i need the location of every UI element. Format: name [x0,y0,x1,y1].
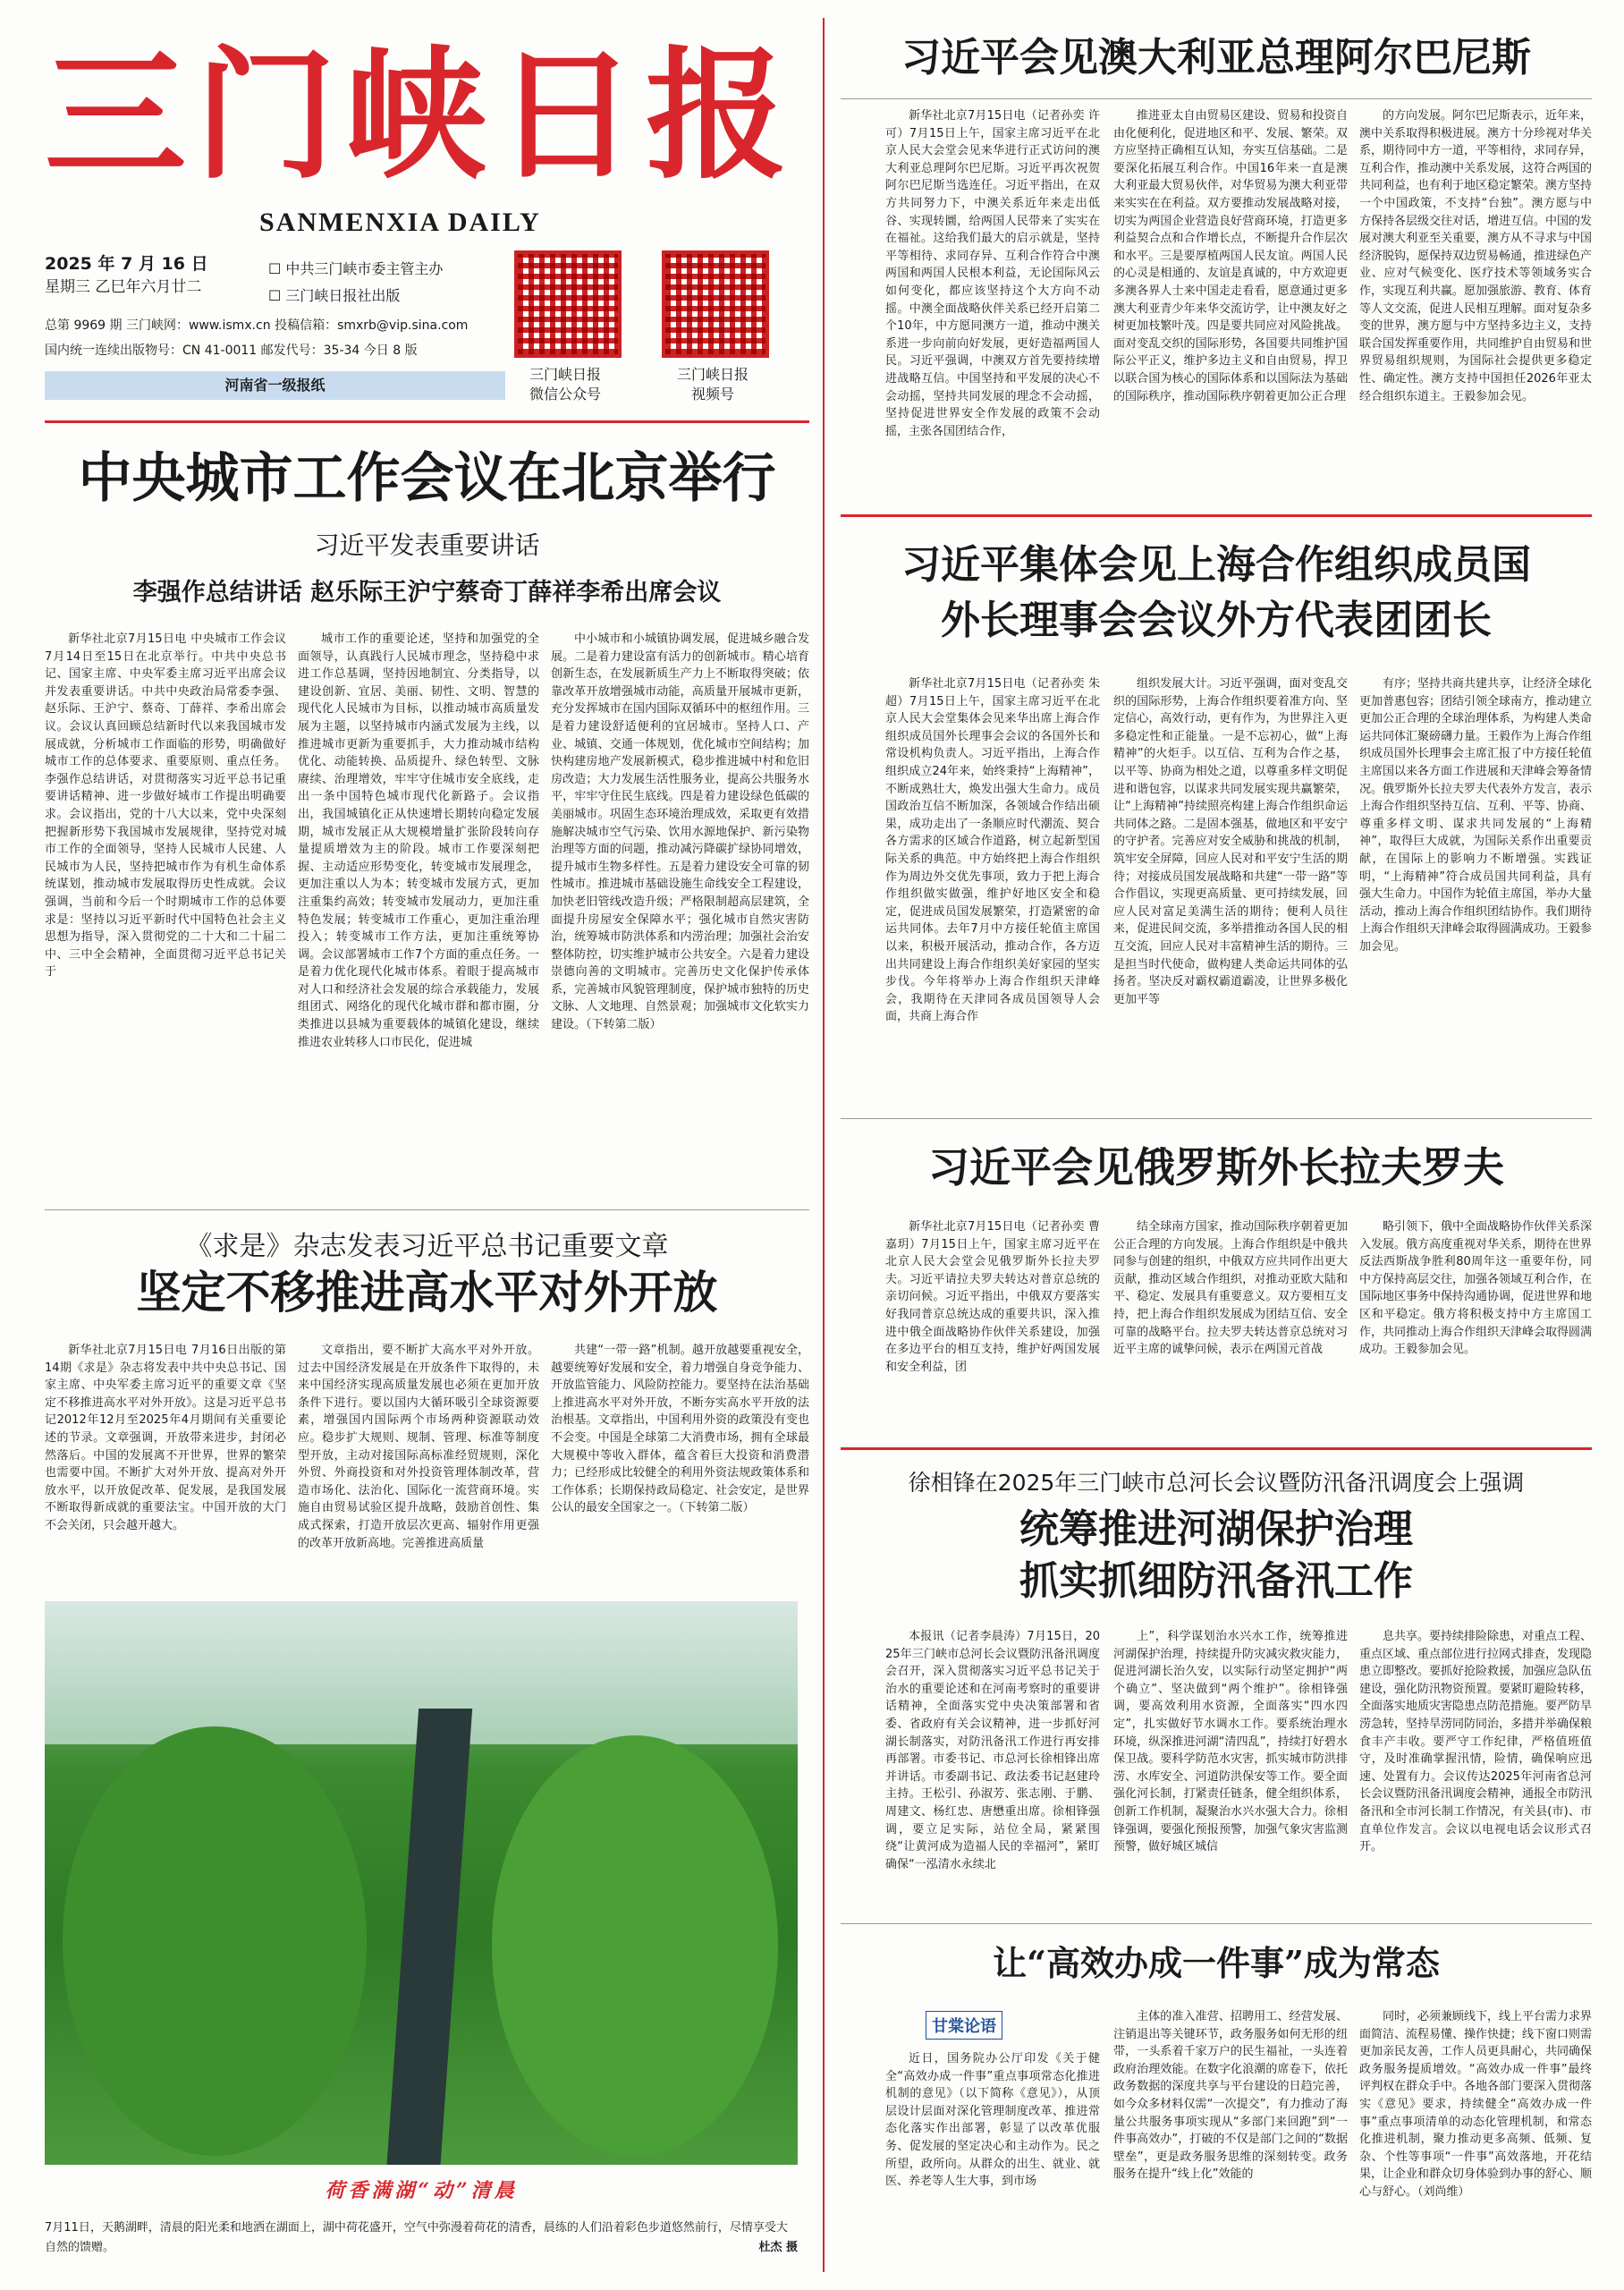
video-qr-caption [650,365,775,404]
albanese-column-1 [885,107,1100,483]
commentary-headline[interactable]: 让“高效办成一件事”成为常态 [993,1943,1440,1983]
issue-date: 2025 年 7 月 16 日 [45,254,208,274]
video-qr-code[interactable] [662,250,769,358]
wechat-qr-caption [503,365,628,404]
flood-col1-text: 本报讯（记者李晨涛）7月15日，2025年三门峡市总河长会议暨防汛备汛调度会召开，深入贯彻落实习近平总书记关于治水的重要论述和在河南考察时的重要讲话精神，全面落实党中央决策部署和省委、省政府有关会议精神，进一步抓好河湖长制落实，对防汛备汛工作进行再安排再部署。市委书记、市总河长徐相锋出席并讲话。市委副书记、政法委书记赵建玲主持。王松引、孙淑芳、张志刚、于鹏、周建文、杨红忠、唐懋重出席。徐相锋强调，要立足实际，站位全局，紧紧围绕“让黄河成为造福人民的幸福河”，紧盯确保“一泓清水永续北 [885,1630,1100,1871]
level-badge: 河南省一级报纸 [45,371,505,400]
lavrov-col3-text: 略引领下，俄中全面战略协作伙伴关系深入发展。俄方高度重视对华关系，期待在世界反法西斯战争胜利80周年这一重要年份，同中方保持高层交往，加强各领域互利合作，在国际地区事务中保持沟通协调，促进世界和地区和平稳定。俄方将积极支持中方主席国工作，共同推动上海合作组织天津峰会取得圆满成功。王毅参加会见。 [1359,1220,1592,1357]
albanese-column-3 [1359,107,1592,483]
lead-subheadline-2: 李强作总结讲话 赵乐际王沪宁蔡奇丁薛祥李希出席会议 [132,579,722,606]
qr1-caption-line2: 微信公众号 [529,386,601,403]
commentary-top-rule [841,1923,1592,1924]
flood-column-1 [885,1628,1100,1896]
lead-column-1 [45,631,286,1203]
masthead-english-title: SANMENXIA DAILY [259,208,541,237]
section-divider [45,1209,809,1210]
photo-caption-text: 7月11日，天鹅湖畔，清晨的阳光柔和地洒在湖面上，湖中荷花盛开，空气中弥漫着荷花的清香，晨练的人们沿着彩色步道悠然前行，尽情享受大自然的馈赠。 [45,2221,788,2254]
sco-column-2 [1113,675,1348,1105]
albanese-rule [841,98,1592,99]
masthead-sponsor-block [268,256,443,310]
lead-column-2 [298,631,539,1203]
commentary-col3-text: 同时，必须兼顾线下，线上平台需力求界面简洁、流程易懂、操作快捷；线下窗口则需更加亲民友善，工作人员更具耐心，共同确保政务服务提质增效。“高效办成一件事”最终评判权在群众手中。各地各部门要深入贯彻落实《意见》要求，持续健全“高效办成一件事”重点事项清单的动态化管理机制，和常态化推进机制，聚力推动更多高频、低频、复杂、个性等事项“一件事”高效落地，开花结果，让企业和群众切身体验到办事的舒心、顺心与舒心。（刘尚维） [1359,2010,1592,2199]
qiushi-col2-text: 文章指出，要不断扩大高水平对外开放。过去中国经济发展是在开放条件下取得的，未来中国经济实现高质量发展也必须在更加开放条件下进行。要以国内大循环吸引全球资源要素，增强国内国际两个市场两种资源联动效应。稳步扩大规则、规制、管理、标准等制度型开放，主动对接国际高标准经贸规则，深化外贸、外商投资和对外投资管理体制改革，营造市场化、法治化、国际化一流营商环境。实施自由贸易试验区提升战略，鼓励首创性、集成式探索，打造开放层次更高、辐射作用更强的改革开放新高地。完善推进高质量 [298,1344,539,1550]
publisher-line: ☐ 三门峡日报社出版 [268,287,401,304]
qiushi-column-3 [551,1342,809,1588]
lead-top-rule [45,420,809,423]
sco-col1-text: 新华社北京7月15日电（记者孙奕 朱超）7月15日上午，国家主席习近平在北京人民大会堂集体会见来华出席上海合作组织成员国外长理事会会议的各国外长和常设机构负责人。习近平指出，上海合作组织成立24年来，始终秉持“上海精神”，不断成熟壮大，焕发出强大生命力。成员国政治互信不断加深，各领域合作结出硕果，成功走出了一条顺应时代潮流、契合各方需求的区域合作道路，树立起新型国际关系的典范。中方始终把上海合作组织作为周边外交优先事项，致力于把上海合作组织做实做强，维护好地区安全和稳定，促进成员国发展繁荣，打造紧密的命运共同体。去年7月中方接任轮值主席国以来，积极开展活动，推动合作，各方迈出共同建设上海合作组织美好家园的坚实步伐。今年将举办上海合作组织天津峰会，我期待在天津同各成员国领导人会面，共商上海合作 [885,677,1100,1024]
qr2-caption-line2: 视频号 [690,386,734,403]
commentary-column-badge [926,2011,1002,2040]
lead-col2-text: 城市工作的重要论述，坚持和加强党的全面领导，认真践行人民城市理念，坚持稳中求进工作总基调，坚持因地制宜、分类指导，以建设创新、宜居、美丽、韧性、文明、智慧的现代化人民城市为目标，以推动城市高质量发展为主题，以坚持城市内涵式发展为主线，以推进城市更新为重要抓手，大力推动城市结构优化、动能转换、品质提升、绿色转型、文脉赓续、治理增效，牢牢守住城市安全底线，走出一条中国特色城市现代化新路子。会议指出，我国城镇化正从快速增长期转向稳定发展期，城市发展正从大规模增量扩张阶段转向存量提质增效为主的阶段。城市工作要深刻把握、主动适应形势变化，转变城市发展理念，更加注重以人为本；转变城市发展方式，更加注重集约高效；转变城市发展动力，更加注重特色发展；转变城市工作重心，更加注重治理投入；转变城市工作方法，更加注重统筹协调。会议部署城市工作7个方面的重点任务。一是着力优化现代化城市体系。着眼于提高城市对人口和经济社会发展的综合承载能力，发展组团式、网络化的现代化城市群和都市圈，分类推进以县城为重要载体的城镇化建设，继续推进农业转移人口市民化，促进城 [298,632,539,1049]
photo-tree-right [492,1735,778,2156]
wechat-qr-code[interactable] [514,250,622,358]
flood-col2-text: 上”，科学谋划治水兴水工作，统筹推进河湖保护治理，持续提升防灾减灾救灾能力，促进河湖长治久安，以实际行动坚定拥护“两个确立”、坚决做到“两个维护”。徐相锋强调，要高效利用水资源，全面落实“四水四定”，扎实做好节水调水工作。要系统治理水环境，纵深推进河湖“清四乱”，持续打好碧水保卫战。要科学防范水灾害，抓实城市防洪排涝、水库安全、河道防洪保安等工作。要全面强化河长制，打紧责任链条，健全组织体系，创新工作机制，凝聚治水兴水强大合力。徐相锋强调，要强化预报预警，加强气象灾害监测预警，做好城区城信 [1113,1630,1348,1854]
lotus-lake-photo [45,1601,798,2165]
lead-column-3 [551,631,809,1203]
albanese-col3-text: 的方向发展。阿尔巴尼斯表示，近年来，澳中关系取得积极进展。澳方十分珍视对华关系，期待同中方一道，平等相待，求同存异，互利合作，推动澳中关系发展，这符合两国的共同利益，也有利于地区稳定繁荣。澳方坚持一个中国政策，不支持“台独”。澳方愿与中方保持各层级交往对话，增进互信。中国的发展对澳大利亚至关重要，澳方从不寻求与中国经济脱钩，愿保持双边贸易畅通，推进绿色产业、应对气候变化、医疗技术等领域务实合作，实现互利共赢。愿加强旅游、教育、体育等人文交流，促进人民相互理解。面对复杂多变的世界，澳方愿与中方坚持多边主义，支持联合国发挥重要作用，共同维护自由贸易和世界贸易组织规则，为国际社会提供更多稳定性、确定性。澳方支持中国担任2026年亚太经合组织东道主。王毅参加会见。 [1359,109,1592,403]
lead-col3-text: 中小城市和小城镇协调发展，促进城乡融合发展。二是着力建设富有活力的创新城市。精心培育创新生态，在发展新质生产力上不断取得突破；依靠改革开放增强城市动能，高质量开展城市更新，充分发挥城市在国内国际双循环中的枢纽作用。三是着力建设舒适便利的宜居城市。坚持人口、产业、城镇、交通一体规划，优化城市空间结构；加快构建房地产发展新模式，稳步推进城中村和危旧房改造；大力发展生活性服务业，提高公共服务水平，牢牢守住民生底线。四是着力建设绿色低碳的美丽城市。巩固生态环境治理成效，采取更有效措施解决城市空气污染、饮用水源地保护、新污染物治理等方面的问题，推动减污降碳扩绿协同增效，提升城市生物多样性。五是着力建设安全可靠的韧性城市。推进城市基础设施生命线安全工程建设，加快老旧管线改造升级；严格限制超高层建筑，全面提升房屋安全保障水平；强化城市自然灾害防治，统筹城市防洪体系和内涝治理；加强社会治安整体防控，切实维护城市公共安全。六是着力建设崇德向善的文明城市。完善历史文化保护传承体系，完善城市风貌管理制度，保护城市独特的历史文脉、人文地理、自然景观；加强城市文化软实力建设。（下转第二版） [551,632,809,1032]
commentary-column-2 [1113,2008,1348,2274]
column-divider [823,18,825,2272]
lead-col1-text: 新华社北京7月15日电 中央城市工作会议7月14日至15日在北京举行。中共中央总书记、国家主席、中央军委主席习近平出席会议并发表重要讲话。中共中央政治局常委李强、赵乐际、王沪宁、蔡奇、丁薛祥、李希出席会议。会议认真回顾总结新时代以来我国城市发展成就，分析城市工作面临的形势，明确做好城市工作的总体要求、重要原则、重点任务。李强作总结讲话，对贯彻落实习近平总书记重要讲话精神、进一步做好城市工作提出明确要求。会议指出，党的十八大以来，党中央深刻把握新形势下我国城市发展规律，坚持党对城市工作的全面领导，坚持人民城市人民建、人民城市为人民，坚持把城市作为有机生命体系统谋划，推动城市发展取得历史性成就。会议强调，当前和今后一个时期城市工作的总体要求是：坚持以习近平新时代中国特色社会主义思想为指导，深入贯彻党的二十大和二十届二中、三中全会精神，全面贯彻习近平总书记关于 [45,632,286,980]
photo-title: 荷香满湖“动”清晨 [325,2179,518,2202]
sponsor-line: ☐ 中共三门峡市委主管主办 [268,260,444,277]
lead-subheadline-1: 习近平发表重要讲话 [314,530,540,560]
commentary-column-1 [885,2050,1100,2274]
sco-col2-text: 组织发展大计。习近平强调，面对变乱交织的国际形势，上海合作组织要着准方向、坚定信心，高效行动，更有作为，为世界注入更多稳定性和正能量。一是不忘初心，做“上海精神”的火炬手。以互信、互利为合作之基，以平等、协商为相处之道，以尊重多样文明促进和谐包容，以谋求共同发展实现共赢繁荣，让“上海精神”持续照亮构建上海合作组织命运共同体之路。二是固本强基，做地区和平安宁的守护者。完善应对安全威胁和挑战的机制，筑牢安全屏障，回应人民对和平安宁生活的期待；对接成员国发展战略和共建“一带一路”等合作倡议，实现更高质量、更可持续发展，回应人民对富足美满生活的期待；便利人员往来，促进民间交流，多举措推动各国人民的相互交流，回应人民对丰富精神生活的期待。三是担当时代使命，做构建人类命运共同体的弘扬者。坚决反对霸权霸道霸凌，让世界多极化更加平等 [1113,677,1348,1006]
lavrov-column-1 [885,1218,1100,1433]
commentary-badge-text: 甘棠论语 [926,2011,1002,2040]
lead-headline[interactable]: 中央城市工作会议在北京举行 [78,447,776,510]
masthead-logo: 三门峡日报 [45,33,796,199]
flood-kicker: 徐相锋在2025年三门峡市总河长会议暨防汛备汛调度会上强调 [908,1470,1525,1496]
albanese-col1-text: 新华社北京7月15日电（记者孙奕 许可）7月15日上午，国家主席习近平在北京人民大会堂会见来华进行正式访问的澳大利亚总理阿尔巴尼斯。习近平再次祝贺阿尔巴尼斯当选连任。习近平指出，在双方共同努力下，中澳关系近年来走出低谷、实现转圜，给两国人民带来了实实在在福祉。这给我们最大的启示就是，坚持平等相待、求同存异、互利合作符合中澳两国和两国人民根本利益，无论国际风云如何变化，都应该坚持这个大方向不动摇。中澳全面战略伙伴关系已经开启第二个10年，中方愿同澳方一道，推动中澳关系进一步向前向好发展，更好造福两国人民。习近平强调，中澳双方首先要持续增进战略互信。中国坚持和平发展的决心不会动摇，坚持共同发展的理念不会动摇，坚持促进世界安全作发展的政策不会动摇，主张各国团结合作， [885,109,1100,438]
masthead-issue-block [45,313,510,363]
qiushi-col3-text: 共建“一带一路”机制。越开放越要重视安全，越要统筹好发展和安全，着力增强自身竞争能力、开放监管能力、风险防控能力。要坚持在法治基础上推进高水平对外开放，不断夯实高水平开放的法治根基。文章指出，中国利用外资的政策没有变也不会变。中国是全球第二大消费市场，拥有全球最大规模中等收入群体，蕴含着巨大投资和消费潜力；已经形成比较健全的利用外资法规政策体系和工作体系；长期保持政局稳定、社会安定，是世界公认的最安全国家之一。（下转第二版） [551,1344,809,1515]
qiushi-kicker: 《求是》杂志发表习近平总书记重要文章 [185,1231,669,1262]
qiushi-headline[interactable]: 坚定不移推进高水平对外开放 [136,1266,718,1319]
commentary-column-3 [1359,2008,1592,2274]
lavrov-headline[interactable]: 习近平会见俄罗斯外长拉夫罗夫 [928,1143,1504,1192]
cn-code-line: 国内统一连续出版物号：CN 41-0011 邮发代号：35-34 今日 8 版 [45,344,418,358]
commentary-col2-text: 主体的准入准营、招聘用工、经营发展、注销退出等关键环节，政务服务如何无形的纽带，一头系着千家万户的民生福祉，一头连着政府治理效能。在数字化浪潮的席卷下，依托政务数据的深度共享与平台建设的日趋完善，如今众多材料仅需“一次提交”，有力推动了海量公共服务事项实现从“多部门来回跑”到“一件事高效办”，打破的不仅是部门之间的“数据壁垒”，更是政务服务思维的深刻转变。政务服务在提升“线上化”效能的 [1113,2010,1348,2182]
commentary-col1-text: 近日，国务院办公厅印发《关于健全“高效办成一件事”重点事项常态化推进机制的意见》（以下简称《意见》），从顶层设计层面对深化管理制度改革、推进常态化落实作出部署，彰显了以改革优服务、促发展的坚定决心和主动作为。民之所望，政所向。从群众的出生、就业、就医、养老等人生大事，到市场 [885,2052,1100,2189]
sco-top-rule [841,514,1592,517]
photo-caption [45,2218,798,2258]
flood-column-2 [1113,1628,1348,1896]
lavrov-top-rule [841,1118,1592,1119]
qiushi-col1-text: 新华社北京7月15日电 7月16日出版的第14期《求是》杂志将发表中共中央总书记、国家主席、中央军委主席习近平的重要文章《坚定不移推进高水平对外开放》。这是习近平总书记2012年12月至2025年4月期间有关重要论述的节录。文章强调，开放带来进步，封闭必然落后。中国的发展离不开世界，世界的繁荣也需要中国。不断扩大对外开放、提高对外开放水平，以开放促改革、促发展，是我国发展不断取得新成就的重要法宝。中国开放的大门不会关闭，只会越开越大。 [45,1344,286,1532]
flood-top-rule [841,1447,1592,1450]
albanese-column-2 [1113,107,1348,483]
photo-tree-left [63,1726,367,2156]
flood-col3-text: 息共享。要持续排险除患，对重点工程、重点区域、重点部位进行拉网式排查，发现隐患立即整改。要抓好抢险救援，加强应急队伍建设，强化防汛物资预置。要紧盯避险转移，全面落实地质灾害隐患点防范措施。要严防旱涝急转，坚持旱涝同防同治，多措并举确保粮食丰产丰收。要严守工作纪律，严格值班值守，及时准确掌握汛情，险情，确保响应迅速、处置有力。会议传达2025年河南省总河长会议暨防汛备汛调度会精神，通报全市防汛备汛和全市河长制工作情况，有关县(市)、市直单位作发言。会议以电视电话会议形式召开。 [1359,1630,1592,1854]
issue-number-line: 总第 9969 期 三门峡网：www.ismx.cn 投稿信箱：smxrb@vip.sina.com [45,318,469,333]
lavrov-col2-text: 结全球南方国家，推动国际秩序朝着更加公正合理的方向发展。上海合作组织是中俄共同参与创建的组织，中俄双方应共同作出更大贡献，推动区域合作组织，对推动亚欧大陆和平、稳定、发展具有重要意义。双方要相互支持，把上海合作组织发展成为团结互信、安全可靠的战略平台。拉夫罗夫转达普京总统对习近平主席的诚挚问候，表示在两国元首战 [1113,1220,1348,1357]
lavrov-column-3 [1359,1218,1592,1433]
qiushi-column-1 [45,1342,286,1588]
qr1-caption-line1: 三门峡日报 [529,366,601,383]
photo-credit: 杜杰 摄 [758,2241,798,2254]
sco-headline-line2[interactable]: 外长理事会会议外方代表团团长 [941,598,1492,643]
sco-column-1 [885,675,1100,1105]
sco-col3-text: 有序；坚持共商共建共享，让经济全球化更加普惠包容；团结引领全球南方，推动建立更加公正合理的全球治理体系，为构建人类命运共同体汇聚磅礴力量。王毅作为上海合作组织成员国外长理事会主席汇报了中方接任轮值主席国以来各方面工作进展和天津峰会筹备情况。俄罗斯外长拉夫罗夫代表外方发言，表示上海合作组织坚持互信、互利、平等、协商、尊重多样文明、谋求共同发展的“上海精神”，取得巨大成就，为国际关系作出重要贡献，在国际上的影响力不断增强。实践证明，“上海精神”符合成员国共同利益，具有强大生命力。中国作为轮值主席国，举办大量活动，推动上海合作组织团结协作。我们期待上海合作组织天津峰会取得圆满成功。王毅参加会见。 [1359,677,1592,954]
flood-column-3 [1359,1628,1592,1896]
photo-road [386,1709,472,2165]
lavrov-col1-text: 新华社北京7月15日电（记者孙奕 曹嘉玥）7月15日上午，国家主席习近平在北京人民大会堂会见俄罗斯外长拉夫罗夫。习近平请拉夫罗夫转达对普京总统的亲切问候。习近平指出，中俄双方要落实好我同普京总统达成的重要共识，深入推进中俄全面战略协作伙伴关系建设，加强在多边平台的相互支持，维护好两国发展和安全利益，团 [885,1220,1100,1374]
flood-headline-line2[interactable]: 抓实抓细防汛备汛工作 [1019,1558,1413,1604]
sco-column-3 [1359,675,1592,1105]
qiushi-column-2 [298,1342,539,1588]
qr2-caption-line1: 三门峡日报 [676,366,749,383]
albanese-headline[interactable]: 习近平会见澳大利亚总理阿尔巴尼斯 [901,35,1531,81]
flood-headline-line1[interactable]: 统筹推进河湖保护治理 [1019,1506,1413,1552]
sco-headline-line1[interactable]: 习近平集体会见上海合作组织成员国 [901,542,1531,588]
albanese-col2-text: 推进亚太自由贸易区建设、贸易和投资自由化便利化，促进地区和平、发展、繁荣。双方应坚持正确相互认知，夯实互信基础。二是要深化拓展互利合作。中国16年来一直是澳大利亚最大贸易伙伴，对华贸易为澳大利亚带来实实在在利益。双方要推动发展战略对接，切实为两国企业营造良好营商环境，打造更多利益契合点和合作增长点，不断提升合作层次和水平。三是要厚植两国人民友谊。两国人民的心灵是相通的、友谊是真诚的，中方欢迎更多澳各界人士来中国走走看看，愿意通过更多澳大利亚青少年来华交流访学，让中澳友好之树更加枝繁叶茂。四是要共同应对风险挑战。面对变乱交织的国际形势，各国要共同维护国际公平正义，维护多边主义和自由贸易，捍卫以联合国为核心的国际体系和以国际法为基础的国际秩序，推动国际秩序朝着更加公正合理 [1113,109,1348,403]
lavrov-column-2 [1113,1218,1348,1433]
lunar-date: 星期三 乙巳年六月廿二 [45,278,202,296]
